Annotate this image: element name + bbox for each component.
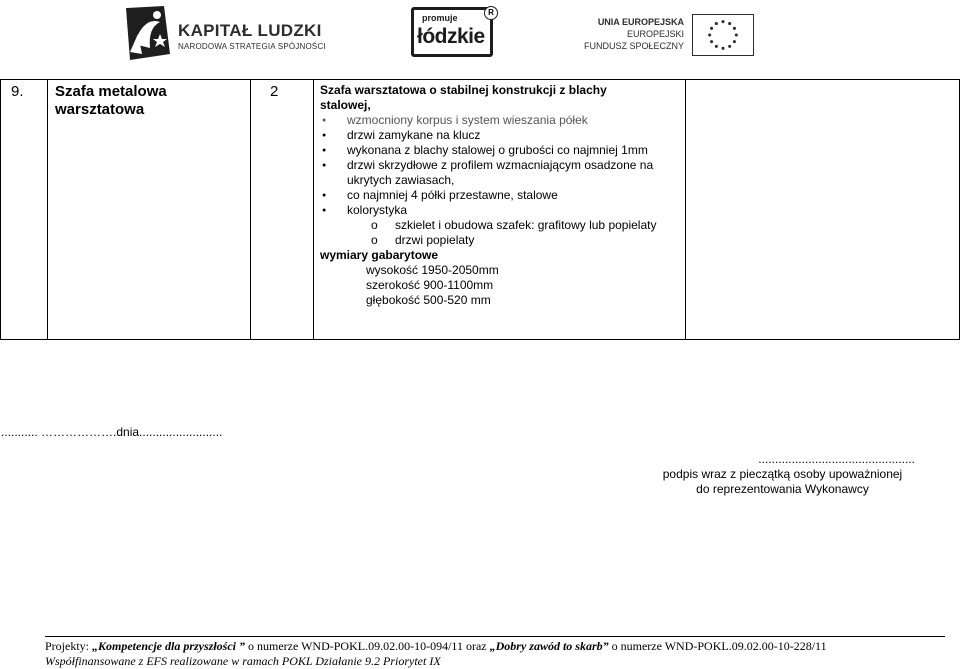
signature-dots: ............................................... <box>758 452 915 466</box>
column-divider <box>250 80 251 339</box>
kapital-ludzki-subtitle: NARODOWA STRATEGIA SPÓJNOŚCI <box>178 42 326 51</box>
promuje-lodzkie-logo <box>411 7 493 57</box>
footer-text: Projekty: <box>45 639 92 653</box>
item-name: Szafa metalowa warsztatowa <box>55 83 167 118</box>
signature-caption-1: podpis wraz z pieczątką osoby upoważnionej <box>662 467 903 481</box>
dimensions-title: wymiary gabarytowe <box>320 248 439 262</box>
signature-caption-2: do reprezentowania Wykonawcy <box>696 482 869 496</box>
list-item: ● drzwi skrzydłowe z profilem wzmacniającym osadzone na ukrytych zawiasach, <box>320 158 660 188</box>
list-item: ● kolorystyka <box>320 203 660 218</box>
footer-project-name-1: „Kompetencje dla przyszłości ” <box>92 639 245 653</box>
kapital-ludzki-title: KAPITAŁ LUDZKI <box>178 21 322 40</box>
item-table-row <box>0 79 960 340</box>
item-description <box>320 83 660 308</box>
sub-list-item: o szkielet i obudowa szafek: grafitowy lub popielaty <box>320 218 660 233</box>
ue-line-2: EUROPEJSKI <box>626 29 684 39</box>
eu-flag-icon <box>692 14 754 56</box>
footer-project-name-2: „Dobry zawód to skarb” <box>489 639 609 653</box>
list-item: ● wzmocniony korpus i system wieszania półek <box>320 113 660 128</box>
registered-mark-icon: R <box>484 6 498 20</box>
lodz-big-text: łódzkie <box>417 25 485 48</box>
footer-funding-line: Współfinansowane z EFS realizowane w ramach POKL Działanie 9.2 Priorytet IX <box>45 654 441 668</box>
kapital-ludzki-logo <box>120 4 330 62</box>
unia-europejska-logo <box>583 14 762 58</box>
dimension-width: szerokość 900-1100mm <box>366 278 494 292</box>
column-divider <box>47 80 48 339</box>
ue-line-3: FUNDUSZ SPOŁECZNY <box>583 41 684 51</box>
footer-text: o numerze WND-POKL.09.02.00-10-228/11 <box>608 639 827 653</box>
kapital-ludzki-emblem-icon <box>120 4 172 62</box>
dimension-height: wysokość 1950-2050mm <box>366 263 499 277</box>
item-quantity: 2 <box>270 83 279 100</box>
description-title: Szafa warsztatowa o stabilnej konstrukcji z blachy stalowej, <box>320 83 607 112</box>
column-divider <box>685 80 686 339</box>
dimension-depth: głębokość 500-520 mm <box>366 293 491 307</box>
column-divider <box>313 80 314 339</box>
ue-line-1: UNIA EUROPEJSKA <box>597 17 684 27</box>
color-sub-list <box>320 218 660 248</box>
sub-list-item: o drzwi popielaty <box>320 233 660 248</box>
signature-block <box>650 452 915 497</box>
feature-list <box>320 113 660 218</box>
list-item: ● co najmniej 4 półki przestawne, stalowe <box>320 188 660 203</box>
lodz-small-text: promuje <box>422 13 458 23</box>
footer-text: o numerze WND-POKL.09.02.00-10-094/11 oraz <box>245 639 490 653</box>
item-number: 9. <box>11 83 24 100</box>
place-date-line: ........... ……………….dnia......................... <box>1 425 223 439</box>
list-item: ● wykonana z blachy stalowej o grubości co najmniej 1mm <box>320 143 660 158</box>
footer-projects-line <box>45 639 827 654</box>
list-item: ● drzwi zamykane na klucz <box>320 128 660 143</box>
footer-divider <box>45 636 945 637</box>
